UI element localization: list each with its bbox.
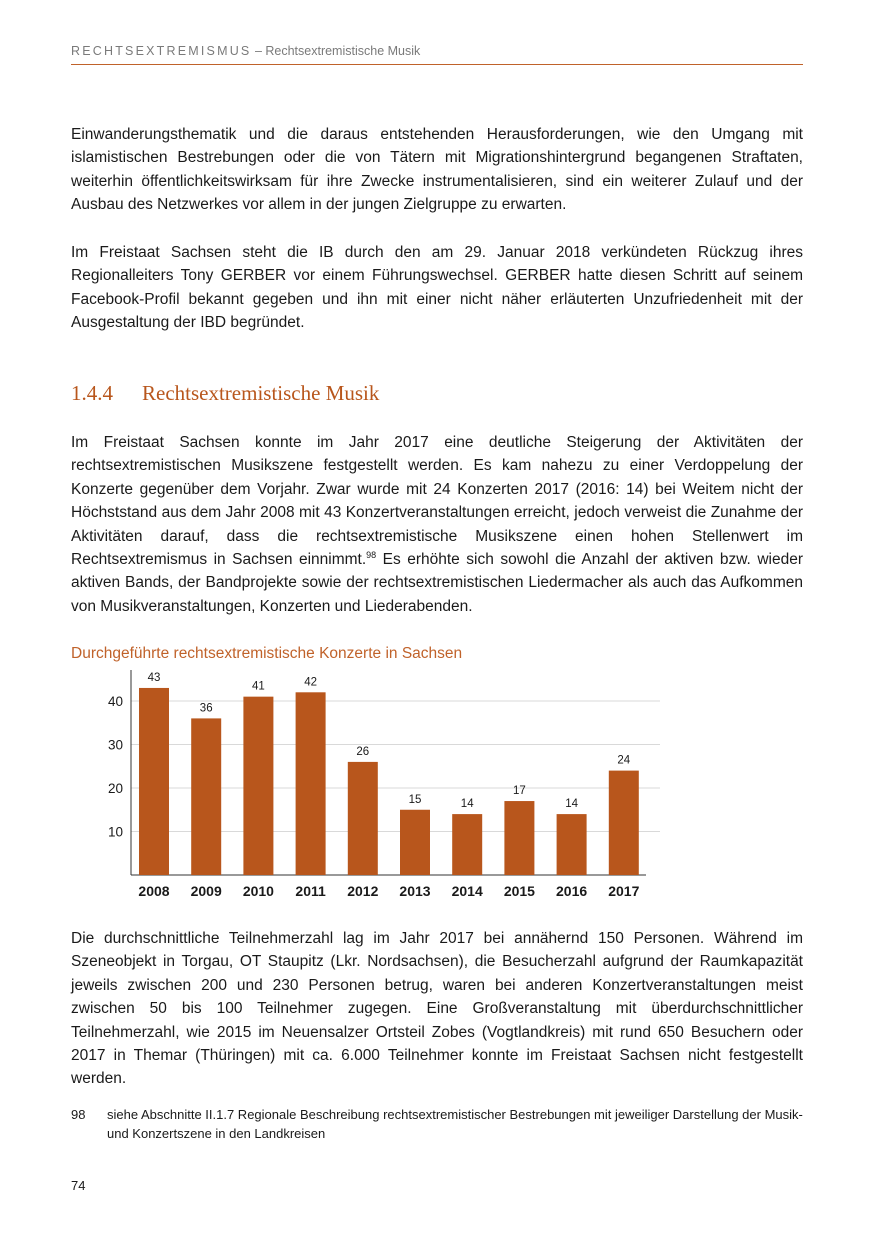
bar-2016 [557, 814, 587, 875]
x-tick-label-2016: 2016 [556, 883, 588, 899]
bar-2010 [243, 697, 273, 875]
footnote-text: siehe Abschnitte II.1.7 Regionale Beschreibung rechtsextremistischer Bestrebungen mit jeweiliger Darstellung der Musik- und Konzertszene in den Landkreisen [107, 1107, 803, 1141]
section-title-text: Rechtsextremistische Musik [142, 381, 380, 405]
x-tick-label-2017: 2017 [608, 883, 640, 899]
running-header [71, 44, 803, 65]
header-subsection: – Rechtsextremistische Musik [251, 44, 421, 58]
bar-2008 [139, 688, 169, 875]
footnote-number: 98 [71, 1107, 86, 1122]
x-tick-label-2011: 2011 [295, 883, 326, 899]
footnote-reference[interactable]: 98 [366, 550, 377, 561]
x-tick-label-2014: 2014 [451, 883, 483, 899]
value-label-2013: 15 [408, 793, 422, 806]
x-tick-label-2013: 2013 [399, 883, 431, 899]
value-label-2016: 14 [565, 798, 578, 811]
paragraph-2: Im Freistaat Sachsen steht die IB durch den am 29. Januar 2018 verkündeten Rückzug ihres Regionalleiters Tony GERBER vor einem Führungswechsel. GERBER hatte diesen Schritt auf seinem Facebook-Profil bekannt gegeben und ihn mit einer nicht näher erläuterten Unzufriedenheit mit der Ausgestaltung der IBD begründet. [71, 244, 803, 332]
y-tick-label-40: 40 [107, 694, 123, 709]
value-label-2012: 26 [356, 745, 370, 758]
bar-2011 [296, 692, 326, 875]
paragraph-1: Einwanderungsthematik und die daraus entstehenden Herausforderungen, wie den Umgang mit islamistischen Bestrebungen oder die von Tätern mit Migrationshintergrund begangenen Straftaten, weiterhin öffentlichkeitswirksam für ihre Zwecke instrumentalisieren, sind ein weiterer Zulauf und der Ausbau des Netzwerkes vor allem in der jungen Zielgruppe zu erwarten. [71, 126, 803, 214]
paragraph-3 [71, 431, 803, 618]
y-tick-label-20: 20 [107, 781, 123, 796]
section-number: 1.4.4 [71, 381, 113, 405]
bar-2014 [452, 814, 482, 875]
bar-2015 [504, 801, 534, 875]
x-tick-label-2010: 2010 [242, 883, 274, 899]
x-tick-label-2012: 2012 [347, 883, 379, 899]
header-section: RECHTSEXTREMISMUS [71, 44, 252, 58]
bar-chart [90, 665, 690, 910]
value-label-2008: 43 [147, 671, 161, 684]
bar-2013 [400, 810, 430, 875]
value-label-2014: 14 [460, 798, 474, 811]
paragraph-3-text-a: Im Freistaat Sachsen konnte im Jahr 2017 eine deutliche Steigerung der Aktivitäten der rechtsextremistischen Musikszene festgestellt werden. Es kam nahezu zu einer Verdoppelung der Konzerte gegenüber dem Vorjahr. Zwar wurde mit 24 Konzerten 2017 (2016: 14) bei Weitem nicht der Höchststand aus dem Jahr 2008 mit 43 Konzertveranstaltungen erreicht, jedoch verweist die Zunahme der Aktivitäten darauf, dass die rechtsextremistische Musikszene einen hohen Stellenwert im Rechtsextremismus in Sachsen einnimmt. [71, 434, 803, 569]
x-tick-label-2015: 2015 [503, 883, 535, 899]
x-tick-label-2008: 2008 [138, 883, 170, 899]
bar-2012 [348, 762, 378, 875]
value-label-2010: 41 [252, 680, 265, 693]
page-number: 74 [71, 1178, 86, 1193]
chart-title: Durchgeführte rechtsextremistische Konzerte in Sachsen [71, 645, 463, 662]
value-label-2009: 36 [199, 702, 213, 715]
paragraph-3-text-b: Es erhöhte sich sowohl die Anzahl der aktiven bzw. wieder aktiven Bands, der Bandprojekte sowie der rechtsextremistischen Liedermacher als auch das Aufkommen von Musikveranstaltungen, Konzerten und Liederabenden. [71, 551, 803, 615]
value-label-2015: 17 [513, 785, 526, 798]
value-label-2011: 42 [304, 676, 317, 689]
x-tick-label-2009: 2009 [190, 883, 222, 899]
y-tick-label-30: 30 [107, 737, 123, 753]
section-heading [71, 381, 379, 406]
paragraph-4: Die durchschnittliche Teilnehmerzahl lag im Jahr 2017 bei annähernd 150 Personen. Während im Szeneobjekt in Torgau, OT Staupitz (Lkr. Nordsachsen), die Besucherzahl aufgrund der Raumkapazität jeweils zwischen 200 und 230 Personen betrug, waren bei anderen Konzertveranstaltungen meist zwischen 50 bis 100 Teilnehmer zugegen. Eine Großveranstaltung mit überdurchschnittlicher Teilnehmerzahl, wie 2015 im Neuensalzer Ortsteil Zobes (Vogtlandkreis) mit rund 650 Besuchern oder 2017 in Themar (Thüringen) mit ca. 6.000 Teilnehmer konnte im Freistaat Sachsen nicht festgestellt werden. [71, 930, 803, 1088]
value-label-2017: 24 [617, 754, 631, 767]
bar-2009 [191, 718, 221, 875]
y-tick-label-10: 10 [107, 824, 123, 840]
bar-2017 [609, 771, 639, 875]
footnote [71, 1105, 803, 1143]
